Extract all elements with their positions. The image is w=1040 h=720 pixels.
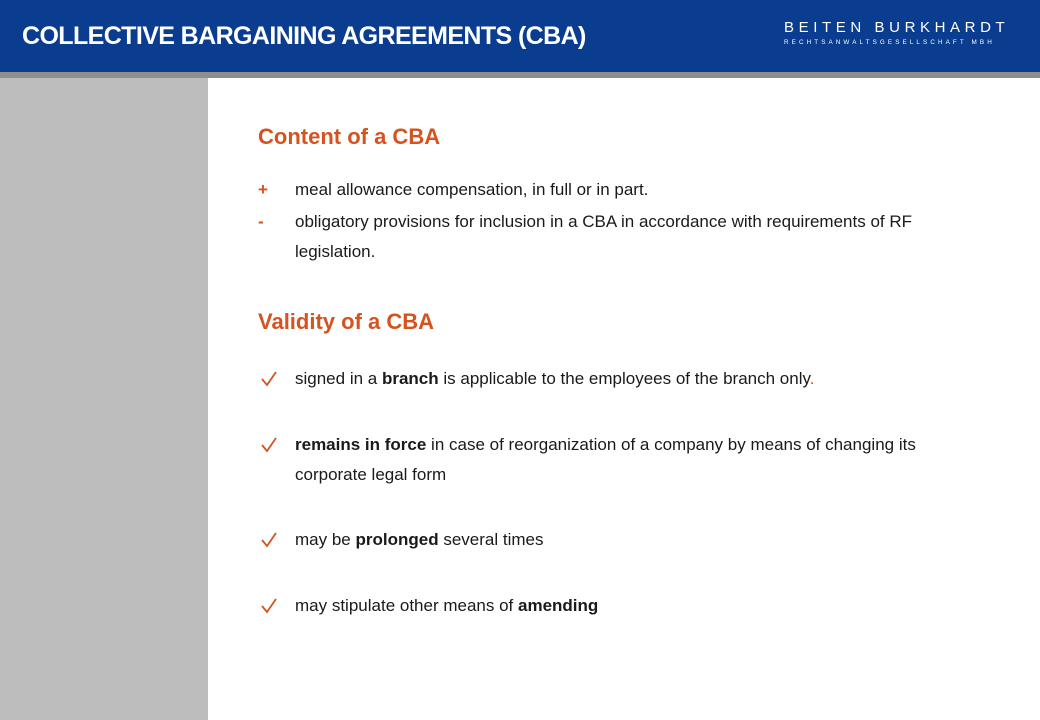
content-heading: Content of a CBA xyxy=(258,124,441,149)
slide-title: COLLECTIVE BARGAINING AGREEMENTS (CBA) xyxy=(22,22,586,50)
checkmark-icon xyxy=(260,597,278,615)
left-sidebar-panel xyxy=(0,78,208,720)
logo-main-text: BEITEN BURKHARDT xyxy=(784,19,1010,36)
checkmark-icon xyxy=(260,436,278,454)
checkmark-icon xyxy=(260,531,278,549)
logo-sub-text: RECHTSANWALTSGESELLSCHAFT MBH xyxy=(784,39,995,46)
validity-item-text: remains in force in case of reorganization of a company by means of changing its corporate legal form xyxy=(295,435,916,484)
content-item-text: obligatory provisions for inclusion in a CBA in accordance with requirements of RF legislation. xyxy=(295,212,913,261)
validity-item-text: may be prolonged several times xyxy=(295,530,544,549)
company-logo xyxy=(784,20,1014,48)
validity-item-text: signed in a branch is applicable to the employees of the branch only. xyxy=(295,369,815,388)
validity-heading: Validity of a CBA xyxy=(258,309,435,334)
validity-item-text: may stipulate other means of amending xyxy=(295,596,599,615)
plus-marker: + xyxy=(258,180,268,199)
content-item-text: meal allowance compensation, in full or in part. xyxy=(295,180,649,199)
checkmark-icon xyxy=(260,370,278,388)
header-bar xyxy=(0,0,1040,72)
minus-marker: - xyxy=(258,212,264,231)
